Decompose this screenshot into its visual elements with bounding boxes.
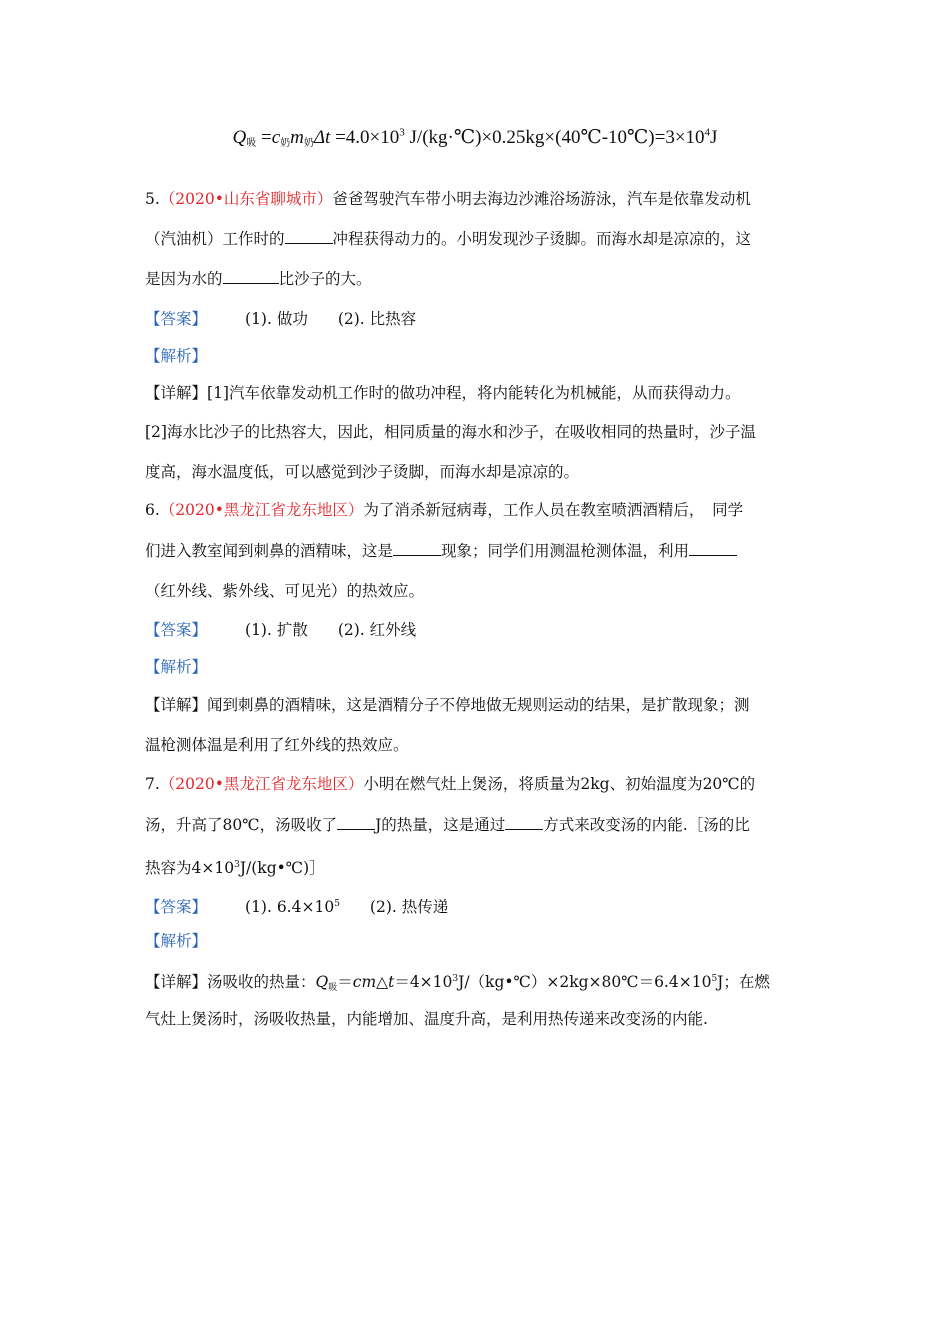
q7-detail-text-1f: J；在燃	[717, 973, 770, 991]
q7-detail-Q-sub: 吸	[328, 983, 338, 993]
q7-detail-cmt: cm△t	[352, 973, 395, 991]
q6-text-3: （红外线、紫外线、可见光）的热效应。	[145, 582, 425, 600]
q6-text-2b: 现象；同学们用测温枪测体温，利用	[441, 542, 690, 560]
q5-line-2	[145, 228, 751, 250]
q5-answer	[145, 308, 416, 330]
q5-text-1: 爸爸驾驶汽车带小明去海边沙滩浴场游泳，汽车是依靠发动机	[332, 190, 751, 208]
q7-detail-text-1d: ＝4×10	[394, 973, 453, 991]
q5-number: 5.	[145, 190, 160, 208]
q5-blank-2	[223, 269, 279, 284]
q7-source: （2020•黑龙江省龙东地区）	[159, 775, 364, 793]
formula-dt: Δt	[313, 127, 331, 148]
q6-blank-1	[393, 541, 441, 556]
q7-text-3-exp: 3	[234, 860, 240, 870]
q6-source: （2020•黑龙江省龙东地区）	[159, 501, 364, 519]
formula-exp1: 3	[399, 126, 405, 139]
q6-number: 6.	[145, 501, 160, 519]
q7-detail-eq: ＝	[337, 973, 353, 991]
q6-answer-tag: 【答案】	[145, 621, 208, 639]
q6-blank-2	[689, 541, 737, 556]
q6-answer	[145, 619, 416, 641]
q5-text-3a: 是因为水的	[145, 270, 223, 288]
q6-answer-1: (1). 扩散	[245, 621, 308, 639]
q6-line-1	[145, 499, 743, 521]
q7-line-1	[145, 773, 755, 795]
q7-line-3	[145, 854, 325, 879]
q7-text-3b: J/(kg•℃)］	[239, 859, 325, 877]
q7-analysis	[145, 930, 207, 952]
q7-analysis-tag: 【解析】	[145, 932, 208, 950]
q5-detail-text-3: 度高，海水温度低，可以感觉到沙子烫脚，而海水却是凉凉的。	[145, 463, 580, 481]
q7-detail-text-1a: 汤吸收的热量：	[207, 973, 316, 991]
q6-detail-text-1: 闻到刺鼻的酒精味，这是酒精分子不停地做无规则运动的结果，是扩散现象；测	[207, 696, 750, 714]
q7-line-2	[145, 814, 750, 836]
heat-formula	[0, 126, 950, 149]
q6-detail-1	[145, 694, 750, 716]
q5-analysis	[145, 345, 207, 367]
q5-detail-1	[145, 382, 740, 404]
q7-detail-Q: Q	[315, 973, 329, 991]
q7-answer-1-exp: 5	[334, 899, 340, 909]
q6-line-2	[145, 540, 737, 562]
q5-answer-2: (2). 比热容	[337, 310, 417, 328]
formula-mid: J/(kg·℃)×0.25kg×(40℃-10℃)=3×10	[404, 127, 705, 148]
q6-text-1: 为了消杀新冠病毒，工作人员在教室喷洒酒精后， 同学	[363, 501, 744, 519]
q5-detail-3	[145, 461, 579, 483]
q5-text-2b: 冲程获得动力的。小明发现沙子烫脚。而海水却是凉凉的，这	[332, 230, 752, 248]
q6-text-2a: 们进入教室闻到刺鼻的酒精味，这是	[145, 542, 394, 560]
q7-blank-1	[337, 815, 375, 830]
q7-text-2a: 汤，升高了80℃，汤吸收了	[145, 816, 338, 834]
q5-blank-1	[285, 229, 333, 244]
q5-text-2a: （汽油机）工作时的	[145, 230, 285, 248]
q6-detail-2	[145, 734, 409, 756]
q5-source: （2020•山东省聊城市）	[159, 190, 333, 208]
q7-detail-tag: 【详解】	[145, 973, 208, 991]
q5-detail-tag: 【详解】	[145, 384, 208, 402]
formula-eq1: =	[261, 127, 272, 148]
formula-c-sub: 奶	[280, 138, 291, 149]
q7-number: 7.	[145, 775, 160, 793]
q7-detail-text-1e: J/（kg•℃）×2kg×80℃＝6.4×10	[458, 973, 712, 991]
q6-analysis	[145, 656, 207, 678]
q7-text-3a: 热容为4×10	[145, 859, 235, 877]
formula-Q-sub: 吸	[246, 138, 257, 149]
q7-text-2c: 方式来改变汤的内能.［汤的比	[543, 816, 750, 834]
q7-text-1: 小明在燃气灶上煲汤，将质量为2kg、初始温度为20℃的	[363, 775, 756, 793]
q5-line-3	[145, 268, 372, 290]
formula-m-sub: 奶	[303, 138, 314, 149]
q7-detail-text-2: 气灶上煲汤时，汤吸收热量，内能增加、温度升高，是利用热传递来改变汤的内能.	[145, 1010, 708, 1028]
q5-line-1	[145, 188, 751, 210]
q5-analysis-tag: 【解析】	[145, 347, 208, 365]
q7-answer-tag: 【答案】	[145, 898, 208, 916]
q7-detail-2	[145, 1008, 708, 1030]
q7-answer-1: (1). 6.4×10	[245, 898, 335, 916]
q6-line-3	[145, 580, 424, 602]
q7-answer-2: (2). 热传递	[369, 898, 449, 916]
q5-detail-text-2: [2]海水比沙子的比热容大，因此，相同质量的海水和沙子，在吸收相同的热量时，沙子温	[145, 423, 756, 441]
q7-blank-2	[505, 815, 543, 830]
q5-answer-1: (1). 做功	[245, 310, 308, 328]
q5-detail-2	[145, 421, 756, 443]
q7-answer	[145, 893, 448, 918]
formula-Q: Q	[232, 127, 247, 148]
q5-text-3b: 比沙子的大。	[278, 270, 372, 288]
formula-c: c	[271, 127, 281, 148]
q6-detail-text-2: 温枪测体温是利用了红外线的热效应。	[145, 736, 409, 754]
formula-end: J	[710, 127, 718, 148]
formula-exp2: 4	[704, 126, 711, 139]
q5-detail-text-1: [1]汽车依靠发动机工作时的做功冲程，将内能转化为机械能，从而获得动力。	[207, 384, 741, 402]
q6-detail-tag: 【详解】	[145, 696, 208, 714]
q5-answer-tag: 【答案】	[145, 310, 208, 328]
q7-detail-1	[145, 968, 770, 999]
q6-answer-2: (2). 红外线	[337, 621, 417, 639]
formula-eq2: =4.0×10	[335, 127, 400, 148]
q7-detail-exp-1: 3	[452, 974, 459, 984]
q6-analysis-tag: 【解析】	[145, 658, 208, 676]
q7-text-2b: J的热量，这是通过	[375, 816, 506, 834]
q7-detail-exp-2: 5	[711, 974, 718, 984]
formula-m: m	[290, 127, 304, 148]
